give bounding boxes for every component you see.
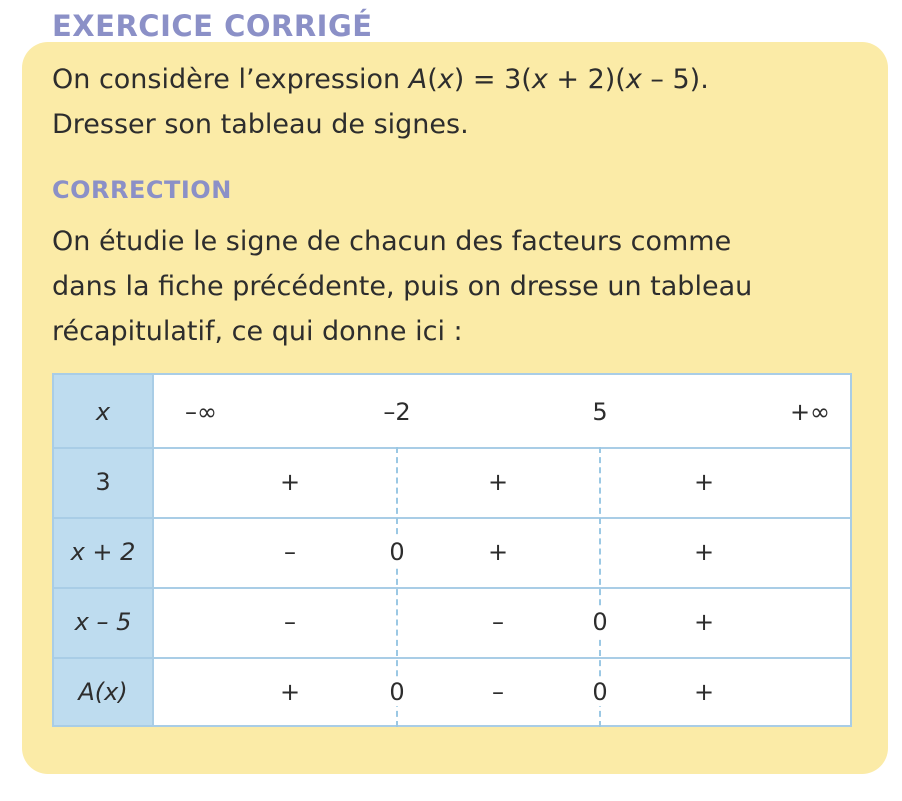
correction-line-1: On étudie le signe de chacun des facteurs comme (52, 226, 732, 257)
statement-line-2: Dresser son tableau de signes. (52, 109, 469, 140)
row-label: x – 5 (74, 608, 132, 636)
row-divider (54, 587, 850, 589)
sign-cell: – (284, 538, 296, 566)
correction-heading: CORRECTION (52, 176, 232, 204)
sign-cell: + (279, 468, 301, 496)
zero-cell: 0 (592, 678, 608, 706)
header-value: –∞ (185, 398, 217, 426)
statement-part: ) = 3( (453, 64, 532, 95)
sign-cell: – (284, 608, 296, 636)
variable-x: x (625, 64, 642, 95)
row-label: 3 (95, 468, 111, 496)
statement-prefix: On considère l’expression (52, 64, 409, 95)
header-value: +∞ (789, 398, 831, 426)
sign-cell: – (492, 608, 504, 636)
column-divider (152, 375, 154, 725)
row-divider (54, 447, 850, 449)
statement-part: + 2)( (547, 64, 626, 95)
row-label: x + 2 (70, 538, 136, 566)
sign-cell: + (693, 538, 715, 566)
zero-cell: 0 (592, 608, 608, 636)
header-label: x (95, 398, 111, 426)
statement-line-1 (52, 58, 709, 102)
sign-cell: – (492, 678, 504, 706)
row-label: A(x) (78, 678, 128, 706)
correction-line-2: dans la fiche précédente, puis on dresse un tableau (52, 271, 753, 302)
function-name: A (408, 64, 428, 95)
correction-line-3: récapitulatif, ce qui donne ici : (52, 316, 463, 347)
sign-cell: + (279, 678, 301, 706)
variable-x: x (437, 64, 454, 95)
exercise-heading: EXERCICE CORRIGÉ (52, 9, 373, 43)
statement-part: – 5). (641, 64, 709, 95)
sign-cell: + (693, 678, 715, 706)
header-value: 5 (592, 398, 608, 426)
variable-x: x (531, 64, 548, 95)
sign-cell: + (693, 608, 715, 636)
sign-cell: + (487, 468, 509, 496)
paren-open: ( (427, 64, 438, 95)
row-divider (54, 657, 850, 659)
zero-cell: 0 (389, 678, 405, 706)
header-value: –2 (383, 398, 411, 426)
row-divider (54, 517, 850, 519)
sign-table (52, 373, 852, 727)
sign-cell: + (487, 538, 509, 566)
zero-cell: 0 (389, 538, 405, 566)
sign-cell: + (693, 468, 715, 496)
